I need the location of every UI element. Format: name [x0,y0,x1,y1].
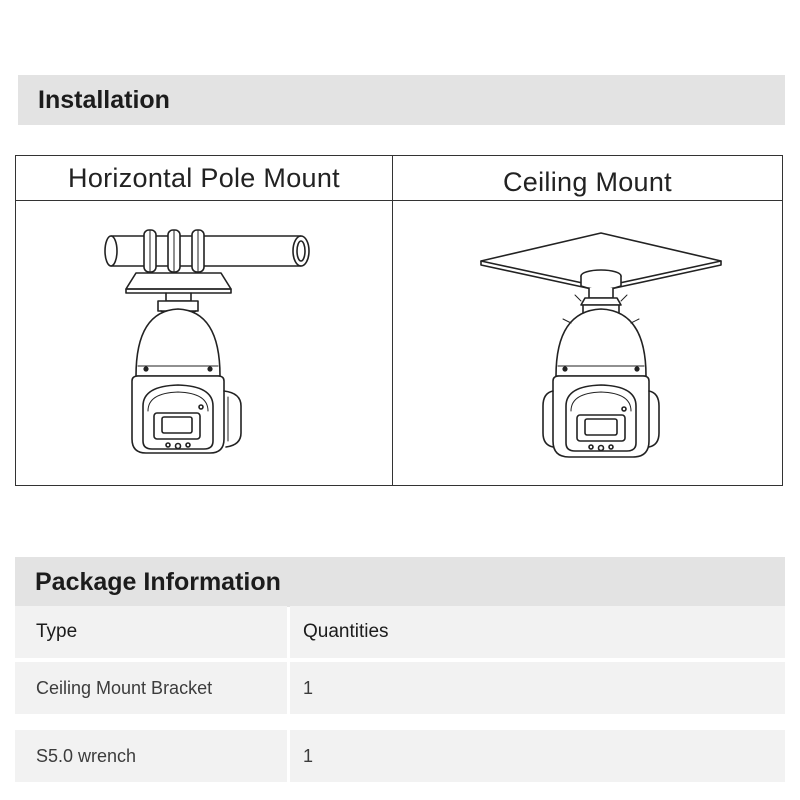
installation-heading-text: Installation [38,85,170,114]
package-information-heading [15,557,785,607]
table-header-row [15,606,785,658]
ceiling-mount-title: Ceiling Mount [503,166,672,197]
item-quantity: 1 [290,662,785,714]
column-header-quantities: Quantities [290,606,785,658]
installation-heading [18,75,785,125]
camera-pole-mount-drawing [96,201,336,481]
item-type: Ceiling Mount Bracket [15,662,287,714]
column-header-type: Type [15,606,287,658]
table-row [15,730,785,782]
camera-ceiling-mount-drawing [471,201,746,486]
item-type: S5.0 wrench [15,730,287,782]
item-quantity: 1 [290,730,785,782]
pole-mount-title: Horizontal Pole Mount [68,162,340,193]
package-heading-text: Package Information [35,567,281,596]
installation-table [15,155,783,486]
table-row [15,662,785,714]
table-column-divider [392,156,393,485]
